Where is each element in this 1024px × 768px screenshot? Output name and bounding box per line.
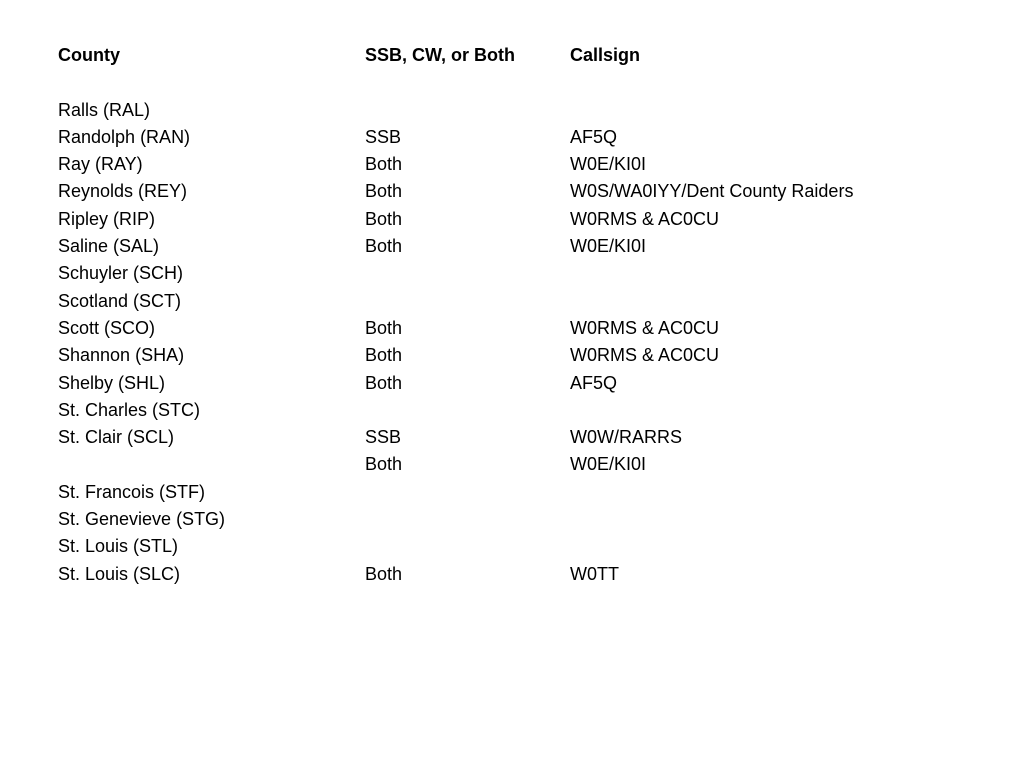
header-callsign: Callsign: [570, 45, 641, 65]
mode-cell: Both: [365, 208, 403, 229]
county-cell: Shannon (SHA): [58, 345, 185, 366]
callsign-cell: W0RMS & AC0CU: [570, 208, 720, 229]
mode-cell: Both: [365, 181, 403, 202]
mode-cell: Both: [365, 563, 403, 584]
callsign-cell: W0S/WA0IYY/Dent County Raiders: [570, 181, 854, 202]
county-cell: Shelby (SHL): [58, 372, 166, 393]
county-cell: St. Francois (STF): [58, 481, 206, 502]
county-cell: Randolph (RAN): [58, 126, 191, 147]
callsign-cell: W0E/KI0I: [570, 454, 647, 475]
mode-cell: SSB: [365, 126, 402, 147]
county-cell: Scott (SCO): [58, 317, 156, 338]
county-cell: Ripley (RIP): [58, 208, 156, 229]
county-cell: St. Louis (STL): [58, 536, 179, 557]
mode-cell: SSB: [365, 427, 402, 448]
mode-cell: Both: [365, 372, 403, 393]
callsign-cell: W0W/RARRS: [570, 427, 682, 448]
county-cell: St. Charles (STC): [58, 399, 201, 420]
county-cell: Saline (SAL): [58, 236, 160, 257]
callsign-cell: AF5Q: [570, 372, 618, 393]
mode-cell: Both: [365, 454, 403, 475]
callsign-cell: AF5Q: [570, 126, 618, 147]
header-mode: SSB, CW, or Both: [365, 45, 515, 65]
mode-cell: Both: [365, 236, 403, 257]
header-county: County: [58, 45, 120, 65]
mode-cell: Both: [365, 154, 403, 175]
county-cell: St. Louis (SLC): [58, 563, 181, 584]
callsign-cell: W0RMS & AC0CU: [570, 345, 720, 366]
mode-cell: Both: [365, 345, 403, 366]
callsign-cell: W0E/KI0I: [570, 236, 647, 257]
mode-cell: Both: [365, 317, 403, 338]
county-cell: Schuyler (SCH): [58, 263, 184, 284]
county-cell: Ralls (RAL): [58, 99, 151, 120]
county-cell: St. Clair (SCL): [58, 427, 175, 448]
callsign-cell: W0TT: [570, 563, 619, 584]
county-cell: Reynolds (REY): [58, 181, 188, 202]
callsign-cell: W0RMS & AC0CU: [570, 317, 720, 338]
callsign-cell: W0E/KI0I: [570, 154, 647, 175]
county-cell: Ray (RAY): [58, 154, 143, 175]
county-cell: St. Genevieve (STG): [58, 509, 226, 530]
county-cell: Scotland (SCT): [58, 290, 182, 311]
